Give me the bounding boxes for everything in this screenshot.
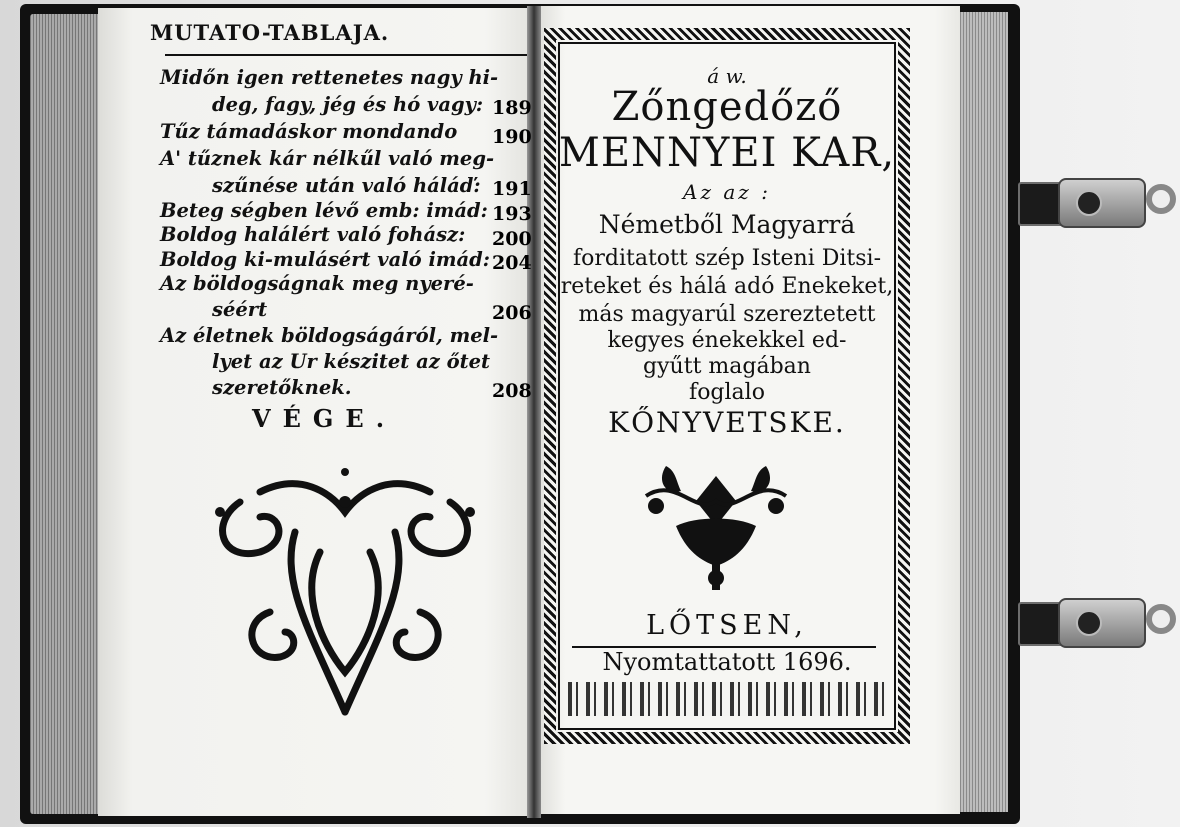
index-page-number-3: 191 [492, 178, 532, 200]
page-edges-right [960, 12, 1008, 812]
subtitle-line-4: más magyarúl szereztetett [578, 302, 876, 327]
az-az-line: Az az : [683, 180, 771, 204]
index-page-number-1: 189 [492, 97, 532, 119]
index-entry-4-line-1: Beteg ségben lévő emb: imád: [160, 199, 488, 222]
index-entry-7-line-1: Az böldogságnak meg nyeré- [160, 272, 474, 295]
index-entry-3-line-1: A' tűznek kár nélkűl való meg- [160, 147, 495, 170]
index-page-number-7: 206 [492, 302, 532, 324]
subtitle-line-6: gyűtt magában [643, 354, 811, 379]
subtitle-line-5: kegyes énekekkel ed- [607, 328, 847, 353]
index-entry-8-line-3: szeretőknek. [212, 376, 352, 399]
index-entry-8-line-2: lyet az Ur készitet az őtet [212, 350, 491, 373]
fleuron-ornament [636, 456, 796, 596]
index-entry-6-line-1: Boldog ki-mulásért való imád: [160, 248, 490, 271]
index-entry-5-line-1: Boldog halálért való fohász: [160, 223, 466, 246]
index-entry-2-line-1: Tűz támadáskor mondando [160, 120, 458, 143]
index-page-number-4: 193 [492, 203, 532, 225]
title-line-2: MENNYEI KAR, [558, 130, 896, 176]
title-line-1: Zőngedőző [611, 84, 843, 130]
index-entry-1-line-2: deg, fagy, jég és hó vagy: [212, 93, 484, 116]
index-entry-8-line-1: Az életnek böldogságáról, mel- [160, 324, 499, 347]
index-page-number-5: 200 [492, 228, 532, 250]
end-word: VÉGE. [252, 404, 397, 433]
index-page-number-6: 204 [492, 252, 532, 274]
index-entry-1-line-1: Midőn igen rettenetes nagy hi- [160, 66, 499, 89]
index-entry-7-line-2: séért [212, 298, 268, 321]
index-page-number-8: 208 [492, 380, 532, 402]
book-word: KŐNYVETSKE. [608, 406, 846, 439]
abbrev-mark: á w. [707, 64, 747, 88]
subtitle-line-2: forditatott szép Isteni Ditsi- [572, 246, 882, 271]
imprint-line: Nyomtattatott 1696. [602, 648, 852, 676]
book-clasp-lower [1018, 592, 1178, 650]
header-rule [165, 54, 527, 56]
printing-place: LŐTSEN, [646, 610, 808, 641]
subtitle-line-3: reteket és hálá adó Enekeket, [560, 274, 894, 299]
subtitle-line-7: foglalo [689, 380, 765, 405]
book-clasp-upper [1018, 172, 1178, 230]
index-entry-3-line-2: szűnése után való háláď: [212, 174, 481, 197]
tailpiece-ornament [200, 462, 490, 722]
index-page-number-2: 190 [492, 126, 532, 148]
subtitle-line-1: Németből Magyarrá [598, 210, 856, 239]
running-head: MUTATO-TABLAJA. [150, 20, 390, 45]
ornamental-band [568, 682, 886, 716]
page-edges-left [30, 14, 100, 814]
